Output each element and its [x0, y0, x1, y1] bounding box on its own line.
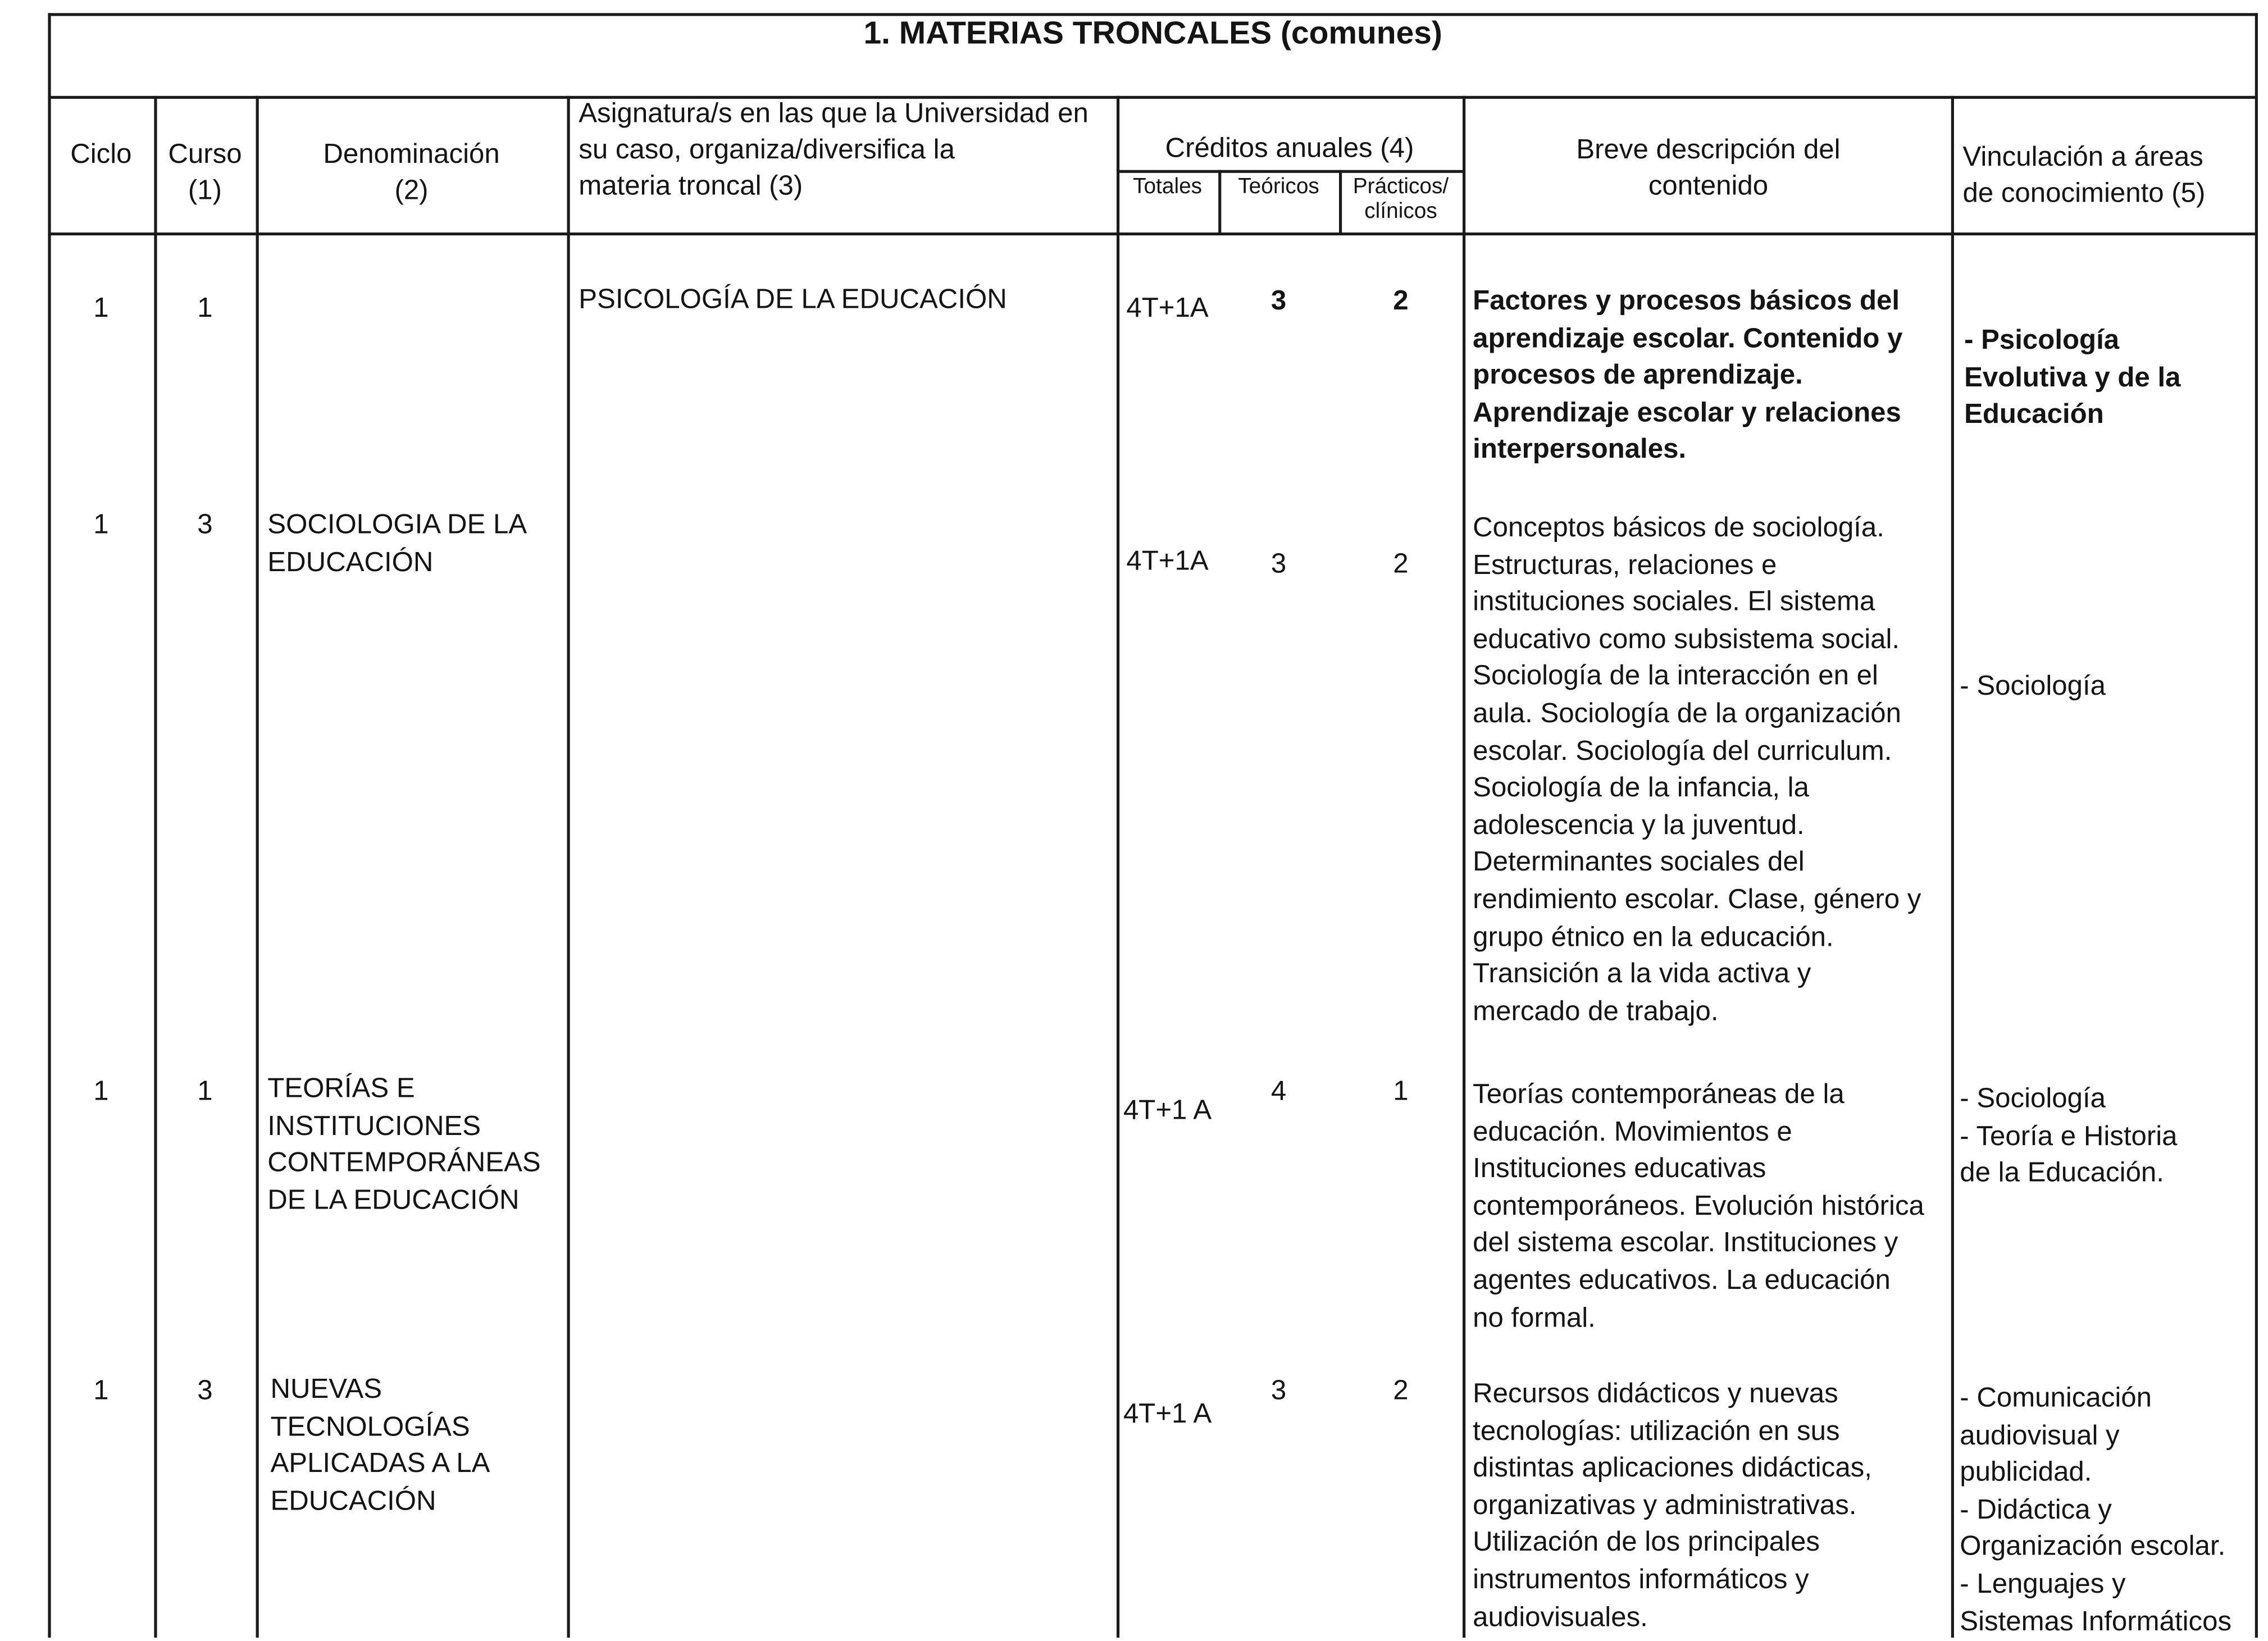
header-vinculacion: Vinculación a áreas de conocimiento (5): [1962, 142, 2206, 209]
cell-descripcion: Factores y procesos básicos del aprendizaje escolar. Contenido y procesos de aprendizaje. Aprendizaje escolar y relaciones interpersonales.: [1473, 286, 1903, 466]
cell-descripcion: Teorías contemporáneas de la educación. Movimientos e Instituciones educativas contemporáneos. Evolución histórica del sistema escolar. Instituciones y agentes educativos. La educación no formal.: [1473, 1079, 1924, 1334]
header-ciclo: Ciclo: [70, 139, 132, 170]
col-divider-denominacion: [256, 96, 259, 1638]
cell-descripcion: Recursos didácticos y nuevas tecnologías: utilización en sus distintas aplicaciones didácticas, organizativas y administrativas. Utilización de los principales instrumentos informáticos y audiovisuales.: [1473, 1379, 1872, 1633]
title-bottom-border: [48, 96, 2258, 99]
cell-denominacion: NUEVAS TECNOLOGÍAS APLICADAS A LA EDUCACIÓN: [270, 1374, 490, 1517]
cell-curso: 3: [197, 1376, 213, 1407]
col-divider-asignatura: [567, 96, 570, 1638]
cell-descripcion: Conceptos básicos de sociología. Estructuras, relaciones e instituciones sociales. El sistema educativo como subsistema social. Sociología de la interacción en el aula. Sociología de la organización escolar. Sociología del curriculum. Sociología de la infancia, la adolescencia y la juventud. Determinantes sociales del rendimiento escolar. Clase, género y grupo étnico en la educación. Transición a la vida activa y mercado de trabajo.: [1473, 513, 1921, 1027]
cell-curso: 3: [197, 510, 213, 541]
cell-ciclo: 1: [93, 1376, 109, 1407]
cell-vinculacion: - Sociología - Teoría e Historia de la Educación.: [1960, 1084, 2178, 1189]
cell-practicos: 2: [1393, 1376, 1409, 1407]
cell-practicos: 2: [1393, 286, 1409, 317]
cell-curso: 1: [197, 1077, 213, 1107]
header-curso: Curso (1): [168, 139, 242, 207]
cell-totales: 4T+1A: [1126, 546, 1209, 577]
header-totales: Totales: [1133, 174, 1203, 199]
cell-practicos: 2: [1393, 549, 1409, 580]
cell-totales: 4T+1A: [1126, 293, 1209, 324]
cell-ciclo: 1: [93, 510, 109, 541]
cell-denominacion: TEORÍAS E INSTITUCIONES CONTEMPORÁNEAS DE LA EDUCACIÓN: [267, 1074, 541, 1216]
cell-practicos: 1: [1393, 1077, 1409, 1107]
cell-teoricos: 3: [1270, 286, 1287, 317]
cell-vinculacion: - Psicología Evolutiva y de la Educación: [1964, 325, 2181, 431]
header-denominacion: Denominación (2): [323, 139, 500, 207]
cell-ciclo: 1: [93, 1077, 109, 1107]
credits-subheader-border: [1117, 170, 1463, 173]
header-asignatura: Asignatura/s en las que la Universidad en su caso, organiza/diversifica la materia troncal (3): [579, 98, 1089, 202]
cell-totales: 4T+1 A: [1123, 1095, 1212, 1127]
cell-asignatura: PSICOLOGÍA DE LA EDUCACIÓN: [579, 285, 1007, 316]
header-practicos: Prácticos/ clínicos: [1352, 174, 1449, 224]
cell-totales: 4T+1 A: [1123, 1399, 1212, 1430]
header-bottom-border: [48, 233, 2258, 235]
header-descripcion: Breve descripción del contenido: [1576, 135, 1841, 202]
col-divider-descripcion: [1463, 96, 1465, 1638]
cell-teoricos: 4: [1270, 1077, 1287, 1107]
header-creditos: Créditos anuales (4): [1165, 134, 1414, 165]
cell-teoricos: 3: [1270, 1376, 1287, 1407]
cell-ciclo: 1: [93, 293, 109, 324]
cell-denominacion: SOCIOLOGIA DE LA EDUCACIÓN: [267, 510, 527, 578]
cell-vinculacion: - Sociología: [1960, 671, 2106, 702]
cell-curso: 1: [197, 293, 213, 324]
cell-vinculacion: - Comunicación audiovisual y publicidad. - Didáctica y Organización escolar. - Lenguajes y Sistemas Informáticos: [1960, 1383, 2232, 1637]
header-teoricos: Teóricos: [1238, 174, 1319, 199]
table-title: 1. MATERIAS TRONCALES (comunes): [863, 14, 1442, 51]
cell-teoricos: 3: [1270, 549, 1287, 580]
